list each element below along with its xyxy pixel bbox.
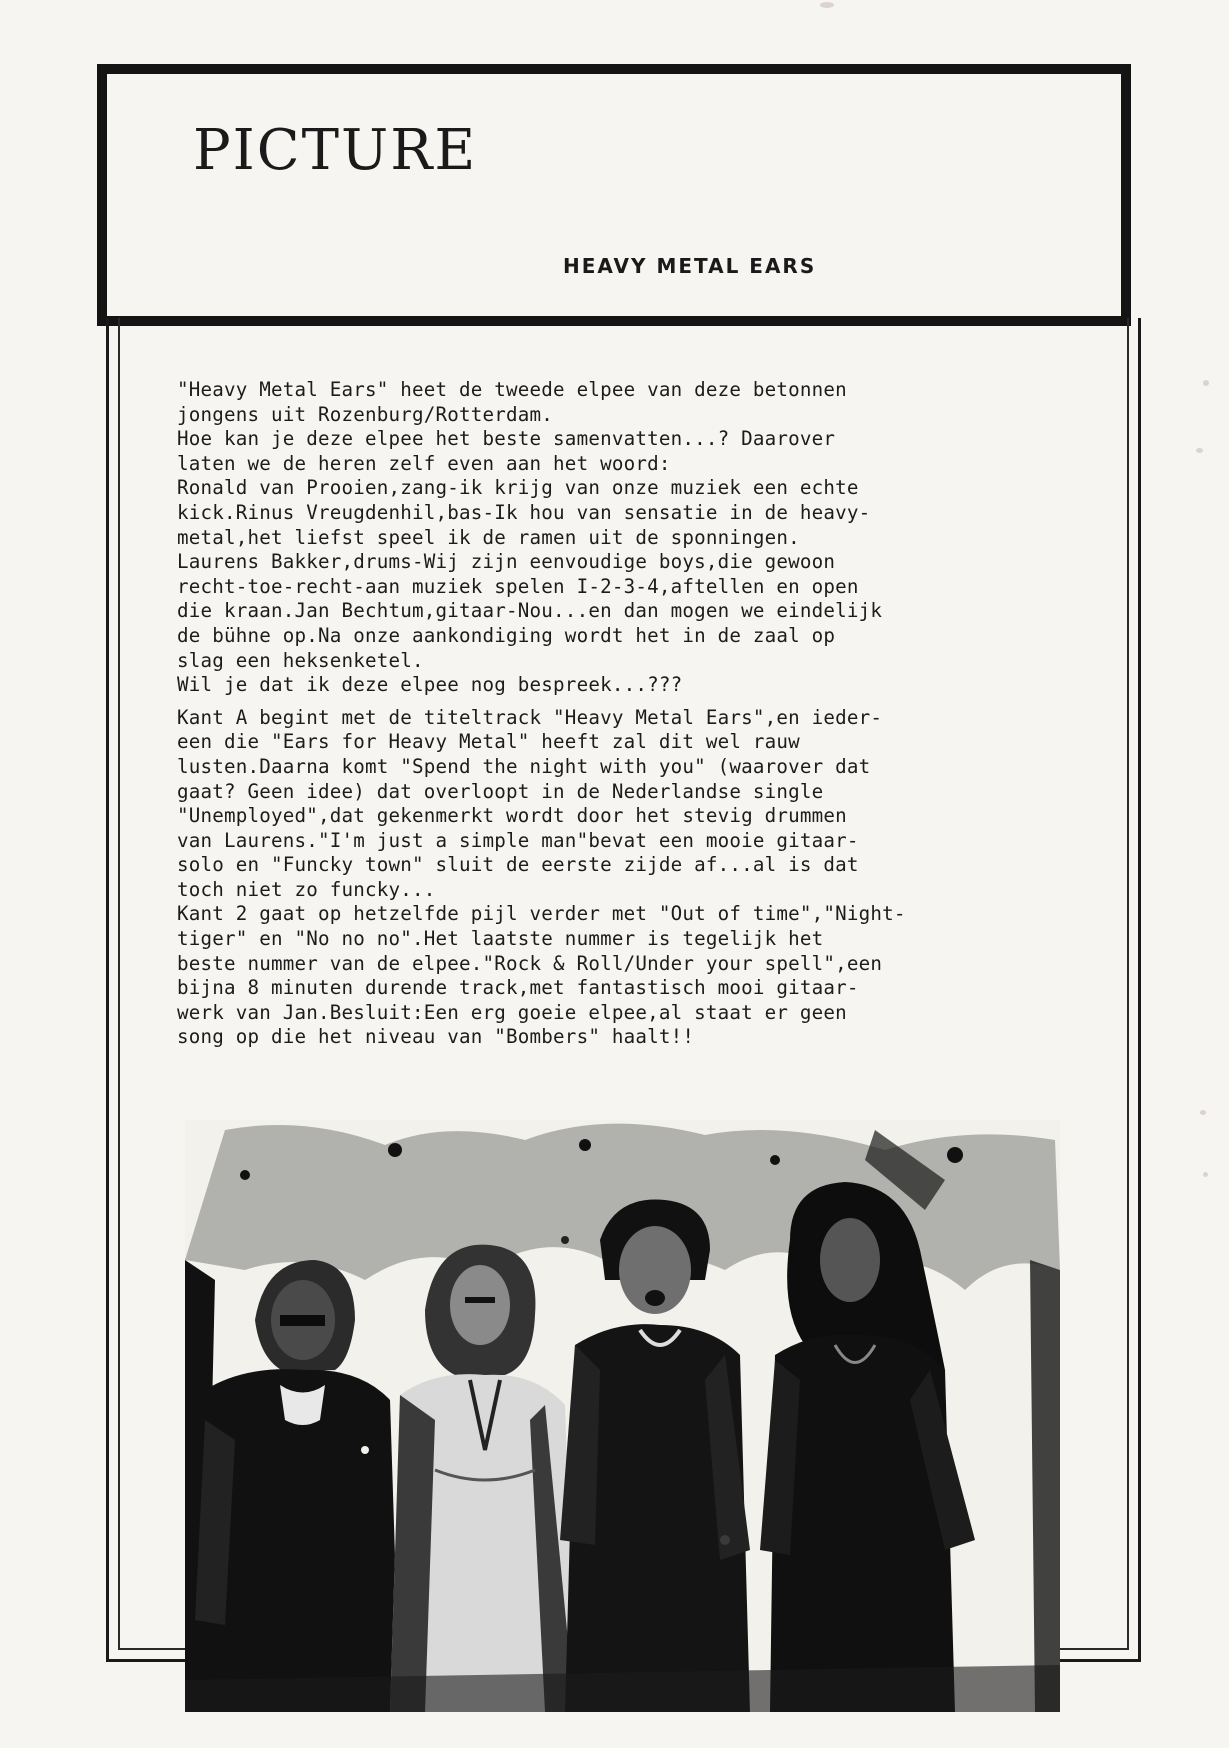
paper-speck [1196,448,1203,453]
article-paragraph: Kant A begint met de titeltrack "Heavy Metal Ears",en ieder- een die "Ears for Heavy Metal" heeft zal dit wel rauw lusten.Daarna komt "Spend the night with you" (waarover dat gaat? Geen idee) dat overloopt in de Nederlandse single "Unemployed",dat gekenmerkt wordt door het stevig drummen van Laurens."I'm just a simple man"bevat een mooie gitaar- solo en "Funcky town" sluit de eerste zijde af...al is dat toch niet zo funcky... Kant 2 gaat op hetzelfde pijl verder met "Out of time","Night- tiger" en "No no no".Het laatste nummer is tegelijk het beste nummer van de elpee."Rock & Roll/Under your spell",een bijna 8 minuten durende track,met fantastisch mooi gitaar- werk van Jan.Besluit:Een erg goeie elpee,al staat er geen song op die het niveau van "Bombers" haalt!! [177,705,906,1049]
paper-speck [1203,1172,1208,1177]
article-subtitle: HEAVY METAL EARS [563,254,817,278]
page-title: PICTURE [193,118,478,183]
paper-speck [1200,1110,1206,1115]
article-body [177,378,1107,1050]
band-photo [185,1120,1060,1712]
paper-speck [820,2,834,8]
band-photo-image [185,1120,1060,1712]
article-paragraph: "Heavy Metal Ears" heet de tweede elpee van deze betonnen jongens uit Rozenburg/Rotterdam. Hoe kan je deze elpee het beste samenvatten...? Daarover laten we de heren zelf even aan het woord: Ronald van Prooien,zang-ik krijg van onze muziek een echte kick.Rinus Vreugdenhil,bas-Ik hou van sensatie in de heavy- metal,het liefst speel ik de ramen uit de sponningen. Laurens Bakker,drums-Wij zijn eenvoudige boys,die gewoon recht-toe-recht-aan muziek spelen I-2-3-4,aftellen en open die kraan.Jan Bechtum,gitaar-Nou...en dan mogen we eindelijk de bühne op.Na onze aankondiging wordt het in de zaal op slag een heksenketel. Wil je dat ik deze elpee nog bespreek...??? [177,378,883,697]
header-frame [97,64,1131,326]
paper-speck [1203,380,1209,386]
